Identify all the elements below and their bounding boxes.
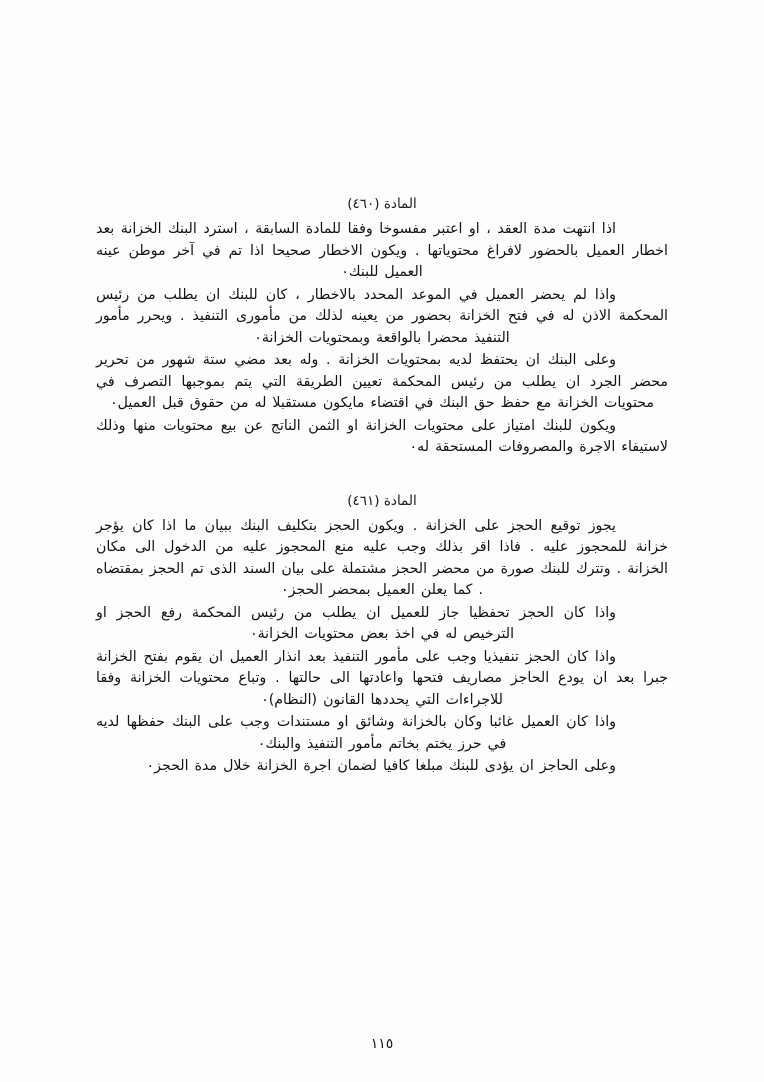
article-461-paragraph-4: واذا كان العميل غائبا وكان بالخزانة وشائق او مستندات وجب على البنك حفظها لديه في حرز يختم بخاتم مأمور التنفيذ والبنك٠ xyxy=(96,714,616,752)
article-460-paragraph-4: ويكون للبنك امتياز على محتويات الخزانة او الثمن الناتج عن بيع محتويات منها وذلك لاستيفاء الاجرة والمصروفات المستحقة له٠ xyxy=(96,417,668,455)
article-461-paragraph-1: يجوز توقيع الحجز على الخزانة . ويكون الحجز بتكليف البنك ببيان ما اذا كان يؤجر خزانة للمحجوز عليه . فاذا اقر بذلك وجب عليه منع المحجوز عليه من الدخول الى مكان الخزانة . وتترك للبنك صورة من محضر الحجز مشتملة على بيان السند الذى تم الحجز بمقتضاه . كما يعلن العميل بمحضر الحجز٠ xyxy=(96,517,668,598)
article-460-paragraph-3: وعلى البنك ان يحتفظ لديه بمحتويات الخزانة . وله بعد مضي ستة شهور من تحرير محضر الجرد ان يطلب من رئيس المحكمة تعيين الطريقة التي يتم بموجبها التصرف في محتويات الخزانة مع حفظ حق البنك في اقتضاء مايكون مستقبلا له من حقوق قبل العميل٠ xyxy=(96,352,668,411)
article-461 xyxy=(96,493,668,778)
article-461-paragraph-2: واذا كان الحجز تحفظيا جاز للعميل ان يطلب من رئيس المحكمة رفع الحجز او الترخيص له في اخذ بعض محتويات الخزانة٠ xyxy=(96,604,616,642)
page-number: ١١٥ xyxy=(370,1036,394,1052)
article-460-heading: المادة (٤٦٠) xyxy=(347,196,417,212)
article-460-paragraph-2: واذا لم يحضر العميل في الموعد المحدد بالاخطار ، كان للبنك ان يطلب من رئيس المحكمة الاذن له في فتح الخزانة بحضور من يعينه لذلك من مأمورى التنفيذ . ويحرر مأمور التنفيذ محضرا بالواقعة وبمحتويات الخزانة٠ xyxy=(96,286,668,346)
article-461-heading: المادة (٤٦١) xyxy=(347,492,417,509)
article-460-paragraph-1: اذا انتهت مدة العقد ، او اعتبر مفسوخا وفقا للمادة السابقة ، استرد البنك الخزانة بعد اخطار العميل بالحضور لافراغ محتوياتها . ويكون الاخطار صحيحا اذا تم في آخر موطن عينه العميل للبنك٠ xyxy=(96,221,668,280)
article-460 xyxy=(96,196,668,459)
article-461-paragraph-3: واذا كان الحجز تنفيذيا وجب على مأمور التنفيذ بعد انذار العميل ان يقوم بفتح الخزانة جبرا بعد ان يودع الحاجز مصاريف فتحها واعادتها الى حالتها . وتباع محتويات الخزانة وفقا للاجراءات التي يحددها القانون (النظام)٠ xyxy=(96,648,668,708)
article-divider xyxy=(96,463,668,477)
page-content xyxy=(96,196,668,1042)
article-461-paragraph-5: وعلى الحاجز ان يؤدى للبنك مبلغا كافيا لضمان اجرة الخزانة خلال مدة الحجز٠ xyxy=(146,758,616,774)
